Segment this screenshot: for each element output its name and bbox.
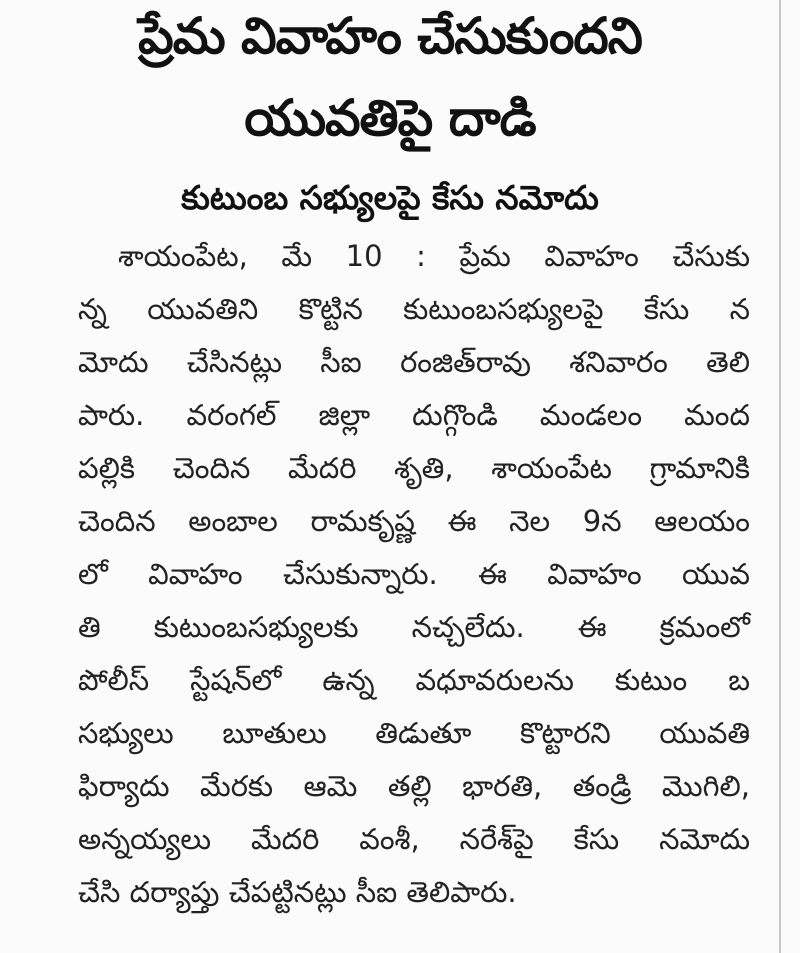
body-line: మోదు చేసినట్లు సీఐ రంజిత్‌రావు శనివారం తెలి <box>78 345 750 379</box>
body-line: పోలీస్ స్టేషన్‌లో ఉన్న వధూవరులను కుటుం బ <box>78 663 750 697</box>
body-line: న్న యువతిని కొట్టిన కుటుంబసభ్యులపై కేసు న <box>78 292 750 326</box>
body-line: లో వివాహం చేసుకున్నారు. ఈ వివాహం యువ <box>78 557 750 591</box>
body-line: పారు. వరంగల్ జిల్లా దుగ్గొండి మండలం మంద <box>78 398 750 432</box>
subheadline: కుటుంబ సభ్యులపై కేసు నమోదు <box>181 178 599 217</box>
headline-line-2: యువతిపై దాడి <box>244 89 536 147</box>
body-line: చెందిన అంబాల రామకృష్ణ ఈ నెల 9న ఆలయం <box>78 504 750 538</box>
body-line: పల్లికి చెందిన మేదరి శృతి, శాయంపేట గ్రామానికి <box>78 451 750 485</box>
body-line: అన్నయ్యలు మేదరి వంశీ, నరేశ్‌పై కేసు నమోదు <box>78 822 750 856</box>
body-line: తి కుటుంబసభ్యులకు నచ్చలేదు. ఈ క్రమంలో <box>78 610 750 644</box>
body-line: చేసి దర్యాప్తు చేపట్టినట్లు సీఐ తెలిపారు. <box>78 875 517 909</box>
body-line: ఫిర్యాదు మేరకు ఆమె తల్లి భారతి, తండ్రి మొగిలి, <box>78 769 750 803</box>
headline-line-1: ప్రేమ వివాహం చేసుకుందని <box>138 7 642 65</box>
column-divider <box>779 0 781 953</box>
body-line: శాయంపేట, మే 10 : ప్రేమ వివాహం చేసుకు <box>118 239 750 273</box>
body-line: సభ్యులు బూతులు తిడుతూ కొట్టారని యువతి <box>78 716 750 750</box>
